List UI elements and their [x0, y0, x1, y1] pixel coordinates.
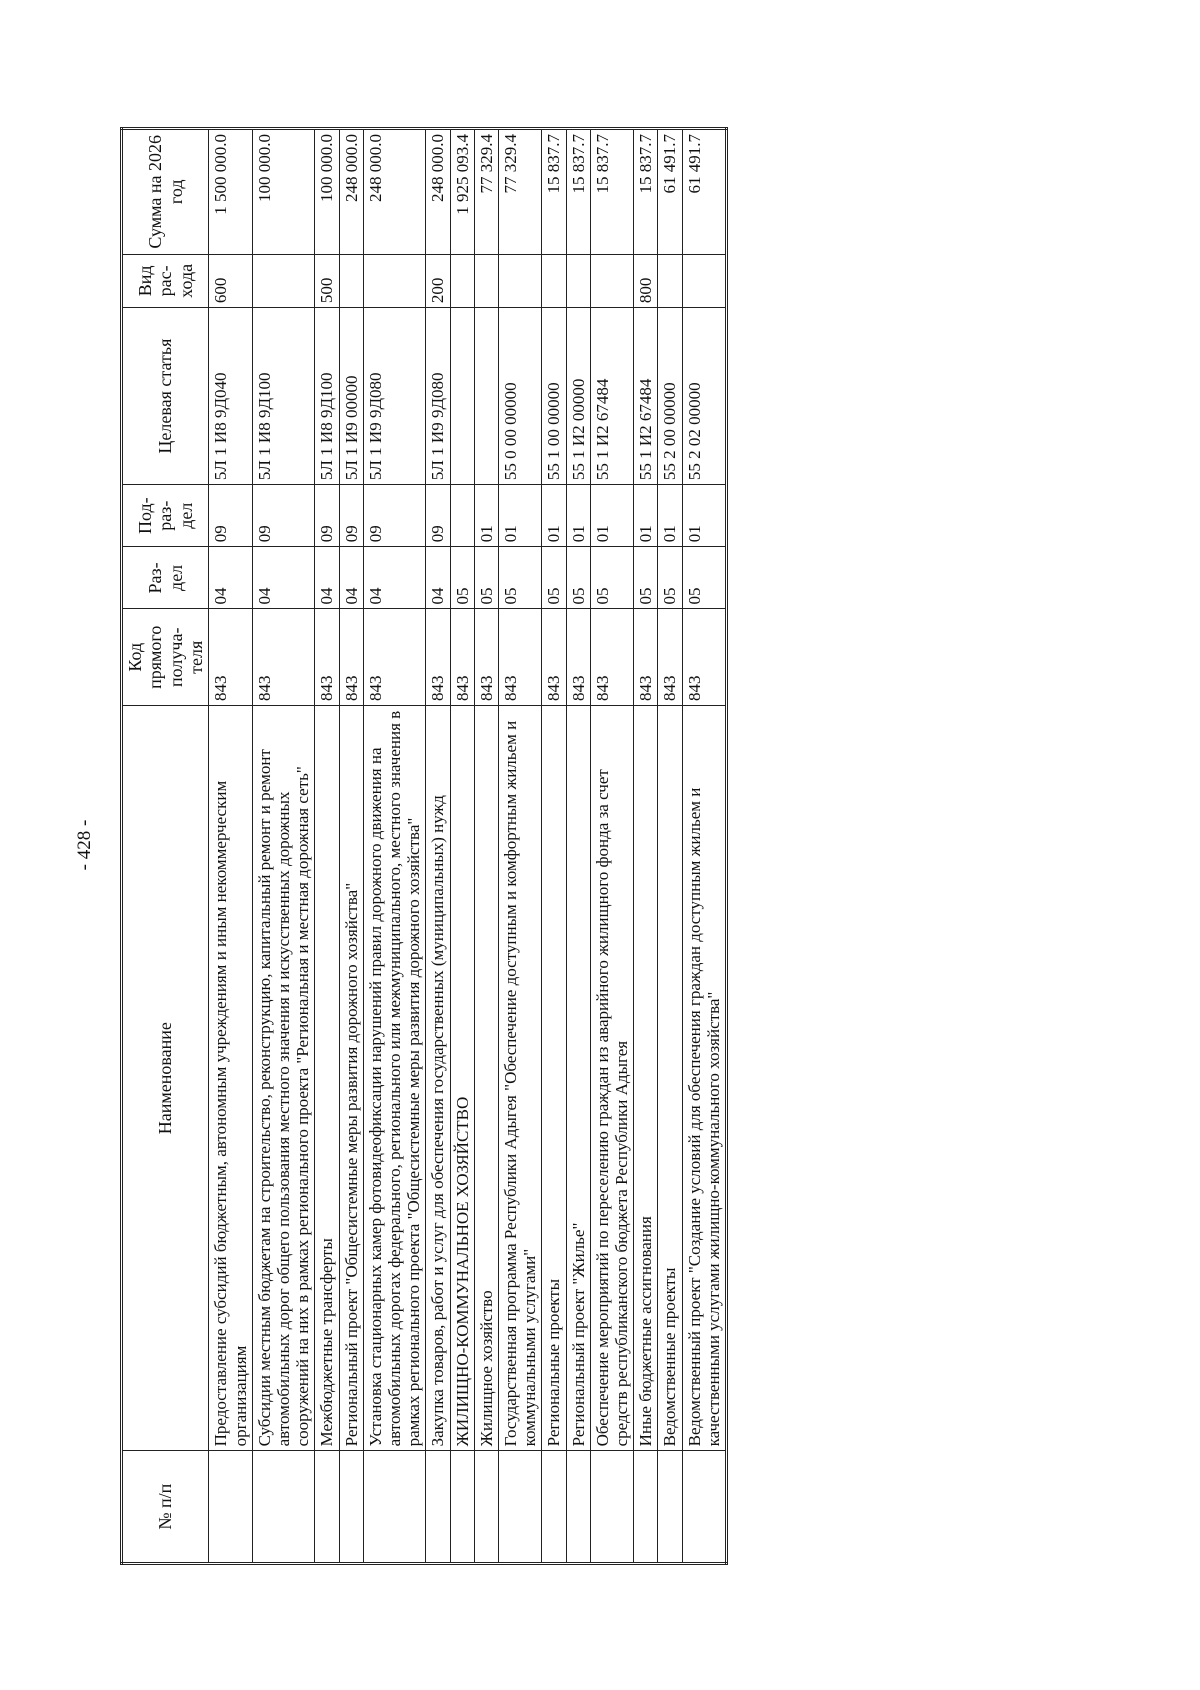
cell-subsection: 01	[474, 485, 498, 547]
header-recipient: Код прямого получа-теля	[122, 609, 209, 706]
cell-num	[474, 1451, 498, 1564]
cell-subsection: 09	[209, 485, 252, 547]
cell-section: 05	[590, 547, 633, 609]
cell-amount: 248 000.0	[426, 129, 450, 255]
cell-section: 04	[315, 547, 339, 609]
cell-num	[426, 1451, 450, 1564]
cell-name: Субсидии местным бюджетам на строительство, реконструкцию, капитальный ремонт и ремонт автомобильных дорог общего пользования местного значения и искусственных дорожных сооружений на них в рамках регионального проекта "Региональная и местная дорожная сеть"	[252, 706, 315, 1451]
cell-num	[682, 1451, 726, 1564]
cell-name: Региональный проект "Общесистемные меры развития дорожного хозяйства"	[339, 706, 363, 1451]
cell-section: 05	[450, 547, 474, 609]
cell-recipient: 843	[209, 609, 252, 706]
cell-name: Иные бюджетные ассигнования	[634, 706, 658, 1451]
cell-section: 04	[339, 547, 363, 609]
cell-name: Межбюджетные трансферты	[315, 706, 339, 1451]
cell-target: 55 1 И2 00000	[566, 308, 590, 485]
cell-expense: 200	[426, 254, 450, 308]
cell-section: 04	[363, 547, 426, 609]
cell-section: 05	[474, 547, 498, 609]
cell-num	[566, 1451, 590, 1564]
cell-num	[339, 1451, 363, 1564]
cell-num	[450, 1451, 474, 1564]
header-section: Раз-дел	[122, 547, 209, 609]
cell-num	[542, 1451, 566, 1564]
cell-recipient: 843	[474, 609, 498, 706]
cell-expense	[682, 254, 726, 308]
table-row	[590, 129, 633, 1564]
cell-amount: 248 000.0	[363, 129, 426, 255]
cell-expense	[590, 254, 633, 308]
table-row	[542, 129, 566, 1564]
cell-amount: 15 837.7	[566, 129, 590, 255]
cell-target	[474, 308, 498, 485]
cell-section: 05	[498, 547, 541, 609]
cell-num	[590, 1451, 633, 1564]
cell-target: 55 2 00 00000	[658, 308, 682, 485]
cell-recipient: 843	[590, 609, 633, 706]
cell-expense	[498, 254, 541, 308]
cell-target: 55 0 00 00000	[498, 308, 541, 485]
table-header-row	[122, 129, 209, 1564]
cell-section: 04	[209, 547, 252, 609]
cell-amount: 61 491.7	[658, 129, 682, 255]
table-row	[252, 129, 315, 1564]
cell-expense: 600	[209, 254, 252, 308]
table-row	[634, 129, 658, 1564]
cell-name: Ведомственные проекты	[658, 706, 682, 1451]
cell-name: Предоставление субсидий бюджетным, автономным учреждениям и иным некоммерческим организациям	[209, 706, 252, 1451]
cell-recipient: 843	[542, 609, 566, 706]
cell-amount: 15 837.7	[634, 129, 658, 255]
cell-recipient: 843	[450, 609, 474, 706]
cell-target: 5Л 1 И9 00000	[339, 308, 363, 485]
cell-section: 05	[658, 547, 682, 609]
cell-num	[363, 1451, 426, 1564]
table-row	[315, 129, 339, 1564]
cell-expense	[339, 254, 363, 308]
cell-num	[209, 1451, 252, 1564]
table-body	[209, 129, 727, 1564]
cell-recipient: 843	[658, 609, 682, 706]
cell-expense	[474, 254, 498, 308]
table-row	[450, 129, 474, 1564]
cell-num	[252, 1451, 315, 1564]
cell-recipient: 843	[682, 609, 726, 706]
cell-subsection: 01	[590, 485, 633, 547]
cell-target: 5Л 1 И8 9Д100	[252, 308, 315, 485]
cell-expense	[566, 254, 590, 308]
table-row	[209, 129, 252, 1564]
cell-target: 5Л 1 И8 9Д100	[315, 308, 339, 485]
cell-target: 55 1 И2 67484	[590, 308, 633, 485]
table-row	[426, 129, 450, 1564]
cell-amount: 1 925 093.4	[450, 129, 474, 255]
cell-subsection: 01	[682, 485, 726, 547]
table-row	[339, 129, 363, 1564]
cell-subsection: 09	[363, 485, 426, 547]
cell-section: 04	[426, 547, 450, 609]
cell-num	[658, 1451, 682, 1564]
cell-target: 55 1 00 00000	[542, 308, 566, 485]
cell-recipient: 843	[634, 609, 658, 706]
cell-subsection: 09	[252, 485, 315, 547]
cell-amount: 77 329.4	[498, 129, 541, 255]
header-amount: Сумма на 2026 год	[122, 129, 209, 255]
table-row	[498, 129, 541, 1564]
cell-amount: 77 329.4	[474, 129, 498, 255]
cell-recipient: 843	[566, 609, 590, 706]
cell-amount: 1 500 000.0	[209, 129, 252, 255]
cell-name: ЖИЛИЩНО-КОММУНАЛЬНОЕ ХОЗЯЙСТВО	[450, 706, 474, 1451]
cell-section: 04	[252, 547, 315, 609]
cell-name: Закупка товаров, работ и услуг для обеспечения государственных (муниципальных) нужд	[426, 706, 450, 1451]
cell-recipient: 843	[426, 609, 450, 706]
cell-target: 55 1 И2 67484	[634, 308, 658, 485]
cell-expense	[658, 254, 682, 308]
page-number: - 428 -	[74, 819, 95, 871]
table-row	[363, 129, 426, 1564]
cell-recipient: 843	[363, 609, 426, 706]
header-name: Наименование	[122, 706, 209, 1451]
cell-name: Установка стационарных камер фотовидеофиксации нарушений правил дорожного движения на автомобильных дорогах федерального, регионального или межмуниципального, местного значения в рамках регионального проекта "Общесистемные меры развития дорожного хозяйства"	[363, 706, 426, 1451]
rotated-table-container	[120, 127, 1080, 1565]
cell-section: 05	[634, 547, 658, 609]
cell-subsection: 09	[426, 485, 450, 547]
header-subsection: Под-раз-дел	[122, 485, 209, 547]
cell-subsection: 09	[315, 485, 339, 547]
cell-section: 05	[566, 547, 590, 609]
cell-subsection: 09	[339, 485, 363, 547]
cell-amount: 15 837.7	[590, 129, 633, 255]
table-row	[658, 129, 682, 1564]
cell-amount: 100 000.0	[315, 129, 339, 255]
header-target: Целевая статья	[122, 308, 209, 485]
cell-recipient: 843	[252, 609, 315, 706]
cell-amount: 15 837.7	[542, 129, 566, 255]
cell-expense	[252, 254, 315, 308]
cell-recipient: 843	[315, 609, 339, 706]
cell-amount: 100 000.0	[252, 129, 315, 255]
cell-expense	[450, 254, 474, 308]
cell-subsection	[450, 485, 474, 547]
cell-subsection: 01	[542, 485, 566, 547]
budget-table	[120, 127, 728, 1565]
cell-amount: 61 491.7	[682, 129, 726, 255]
cell-target: 5Л 1 И9 9Д080	[363, 308, 426, 485]
cell-subsection: 01	[498, 485, 541, 547]
cell-target: 5Л 1 И8 9Д040	[209, 308, 252, 485]
table-row	[682, 129, 726, 1564]
cell-name: Обеспечение мероприятий по переселению граждан из аварийного жилищного фонда за счет средств республиканского бюджета Республики Адыгея	[590, 706, 633, 1451]
table-row	[566, 129, 590, 1564]
cell-recipient: 843	[339, 609, 363, 706]
cell-num	[634, 1451, 658, 1564]
cell-target: 5Л 1 И9 9Д080	[426, 308, 450, 485]
cell-target	[450, 308, 474, 485]
header-num: № п/п	[122, 1451, 209, 1564]
table-row	[474, 129, 498, 1564]
cell-subsection: 01	[658, 485, 682, 547]
header-expense: Вид рас-хода	[122, 254, 209, 308]
cell-name: Региональный проект "Жилье"	[566, 706, 590, 1451]
cell-expense	[363, 254, 426, 308]
cell-name: Региональные проекты	[542, 706, 566, 1451]
cell-num	[498, 1451, 541, 1564]
cell-section: 05	[542, 547, 566, 609]
cell-subsection: 01	[634, 485, 658, 547]
cell-subsection: 01	[566, 485, 590, 547]
cell-expense: 800	[634, 254, 658, 308]
cell-name: Ведомственный проект "Создание условий для обеспечения граждан доступным жильем и качественными услугами жилищно-коммунального хозяйства"	[682, 706, 726, 1451]
cell-name: Государственная программа Республики Адыгея "Обеспечение доступным и комфортным жильем и коммунальными услугами"	[498, 706, 541, 1451]
cell-expense	[542, 254, 566, 308]
cell-recipient: 843	[498, 609, 541, 706]
cell-num	[315, 1451, 339, 1564]
cell-expense: 500	[315, 254, 339, 308]
cell-amount: 248 000.0	[339, 129, 363, 255]
cell-section: 05	[682, 547, 726, 609]
cell-target: 55 2 02 00000	[682, 308, 726, 485]
cell-name: Жилищное хозяйство	[474, 706, 498, 1451]
